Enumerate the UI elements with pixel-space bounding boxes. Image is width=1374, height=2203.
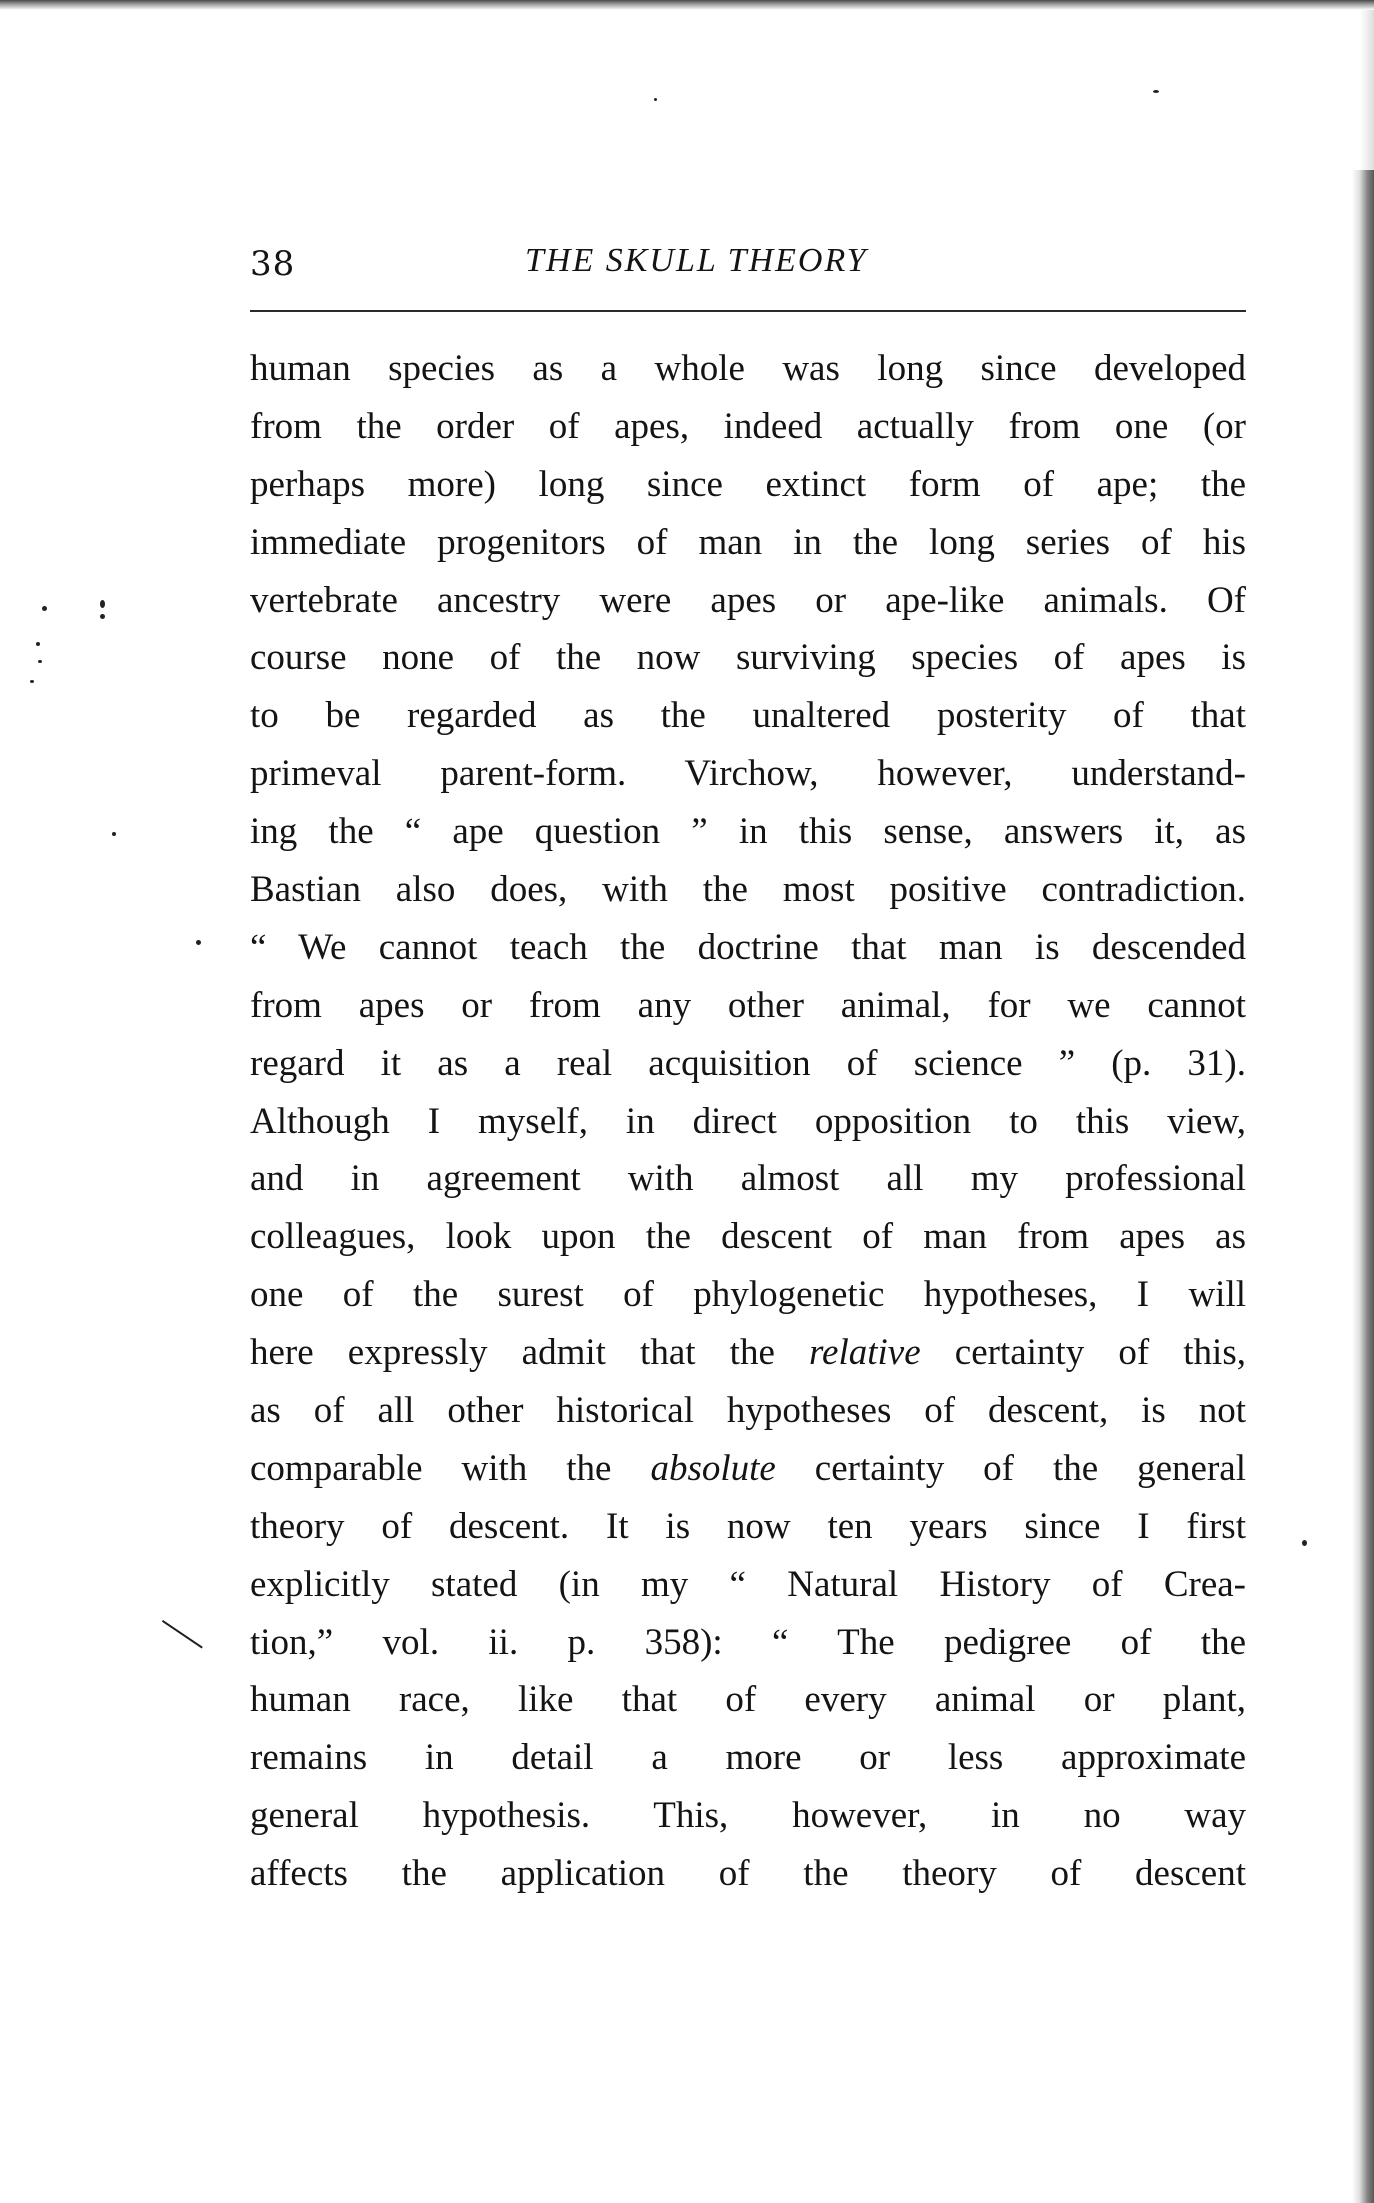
margin-speck xyxy=(112,832,116,836)
running-head xyxy=(250,240,1246,290)
text-line: to be regarded as the unaltered posterity of that xyxy=(250,695,1246,737)
margin-speck xyxy=(1153,90,1159,93)
text-segment: certainty of the general xyxy=(775,1447,1246,1489)
italic-word: relative xyxy=(809,1332,921,1374)
margin-speck xyxy=(654,98,657,101)
text-line: and in agreement with almost all my professional xyxy=(250,1158,1246,1200)
header-rule xyxy=(250,310,1246,312)
text-line: Although I myself, in direct opposition to this view, xyxy=(250,1100,1246,1142)
text-line: human race, like that of every animal or plant, xyxy=(250,1679,1246,1721)
margin-speck xyxy=(36,642,40,646)
text-line xyxy=(250,1440,1246,1498)
text-line: Bastian also does, with the most positive contradiction. xyxy=(250,869,1246,911)
text-line xyxy=(250,1324,1246,1382)
running-title: THE SKULL THEORY xyxy=(525,242,868,279)
text-line: from apes or from any other animal, for we cannot xyxy=(250,984,1246,1026)
text-line: as of all other historical hypotheses of descent, is not xyxy=(250,1390,1246,1432)
text-line: general hypothesis. This, however, in no way xyxy=(250,1795,1246,1837)
margin-speck xyxy=(1302,1540,1307,1546)
text-line: primeval parent-form. Virchow, however, understand- xyxy=(250,753,1246,795)
margin-pen-stroke xyxy=(162,1620,203,1648)
text-line: immediate progenitors of man in the long series of his xyxy=(250,521,1246,563)
margin-speck xyxy=(30,680,34,683)
text-line: vertebrate ancestry were apes or ape-like animals. Of xyxy=(250,579,1246,621)
margin-speck xyxy=(196,940,201,945)
text-segment: certainty of this, xyxy=(920,1332,1246,1374)
text-line: tion,” vol. ii. p. 358): “ The pedigree of the xyxy=(250,1621,1246,1663)
text-line: colleagues, look upon the descent of man from apes as xyxy=(250,1216,1246,1258)
text-segment: here expressly admit that the xyxy=(250,1332,809,1374)
margin-speck xyxy=(38,660,42,663)
text-line: theory of descent. It is now ten years since I first xyxy=(250,1505,1246,1547)
text-line: remains in detail a more or less approximate xyxy=(250,1737,1246,1779)
text-line: regard it as a real acquisition of science ” (p. 31). xyxy=(250,1042,1246,1084)
page-number: 38 xyxy=(250,244,296,284)
text-line: human species as a whole was long since developed xyxy=(250,348,1246,389)
text-line: explicitly stated (in my “ Natural History of Crea- xyxy=(250,1563,1246,1605)
page-edge-shadow-top xyxy=(1360,10,1374,170)
text-segment: comparable with the xyxy=(250,1447,651,1489)
text-line: affects the application of the theory of descent xyxy=(250,1853,1246,1895)
text-line: course none of the now surviving species of apes is xyxy=(250,637,1246,679)
text-line: from the order of apes, indeed actually from one (or xyxy=(250,405,1246,447)
margin-speck xyxy=(42,606,47,611)
text-line: ing the “ ape question ” in this sense, answers it, as xyxy=(250,811,1246,853)
italic-word: absolute xyxy=(650,1447,776,1489)
text-line: perhaps more) long since extinct form of ape; the xyxy=(250,463,1246,505)
page-top-shadow xyxy=(0,0,1374,10)
text-line: one of the surest of phylogenetic hypotheses, I will xyxy=(250,1274,1246,1316)
body-text xyxy=(250,340,1246,1903)
page-edge-shadow xyxy=(1352,170,1374,2203)
margin-speck xyxy=(100,614,105,619)
margin-speck xyxy=(100,600,105,608)
text-line: “ We cannot teach the doctrine that man is descended xyxy=(250,926,1246,968)
